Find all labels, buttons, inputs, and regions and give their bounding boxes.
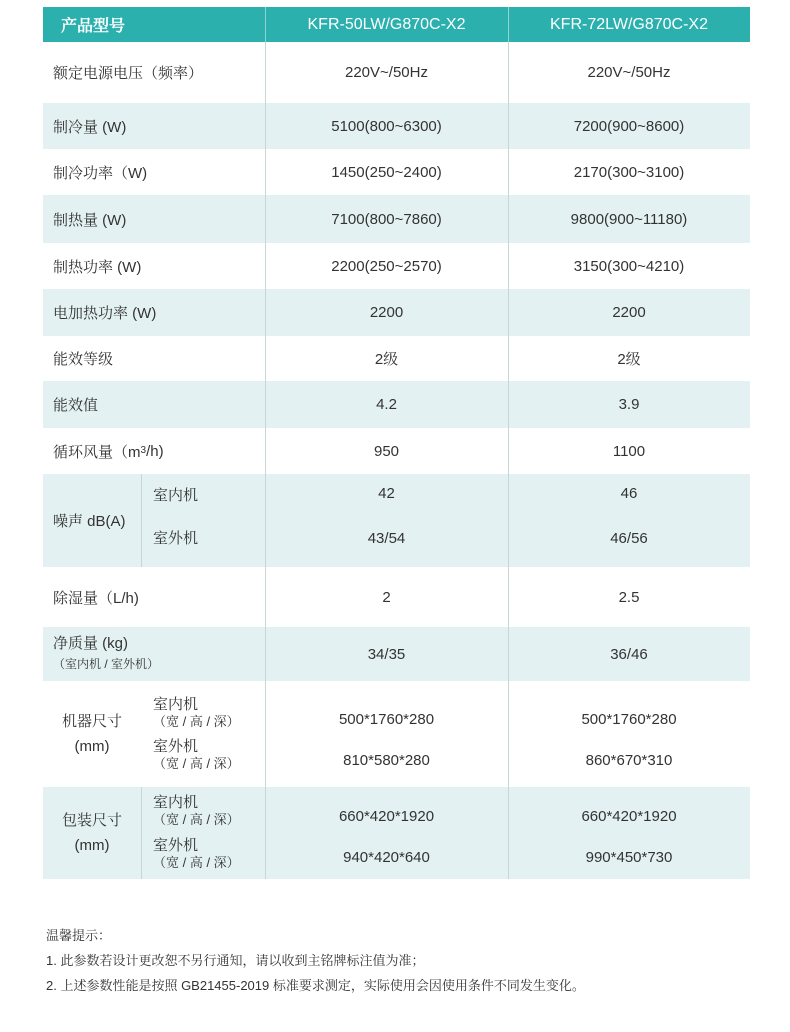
dehumidify-value-2: 2.5 bbox=[618, 588, 640, 606]
machine-size-indoor-value-1: 500*1760*280 bbox=[338, 711, 435, 728]
notes-line-2: 2. 上述参数性能是按照 GB21455-2019 标准要求测定，实际使用会因使用条件不同发生变化。 bbox=[46, 978, 585, 993]
heating-capacity-value-2: 9800(900~11180) bbox=[570, 210, 688, 228]
cooling-capacity-value-1: 5100(800~6300) bbox=[331, 117, 442, 135]
efficiency-value-value-1: 4.2 bbox=[376, 396, 397, 413]
noise-indoor-value-2: 46 bbox=[620, 485, 638, 502]
table-header bbox=[43, 7, 750, 42]
header-label: 产品型号 bbox=[61, 18, 126, 35]
efficiency-grade-value-1: 2级 bbox=[374, 351, 399, 368]
row-cooling-power bbox=[43, 149, 750, 195]
heating-capacity-value-1: 7100(800~7860) bbox=[331, 210, 442, 228]
voltage-label: 额定电源电压（频率） bbox=[53, 65, 204, 82]
efficiency-value-value-2: 3.9 bbox=[618, 396, 640, 413]
row-package-size bbox=[43, 787, 750, 879]
net-weight-label: 净质量 (kg) （室内机 / 室外机） bbox=[53, 635, 160, 671]
package-size-indoor-value-2: 660*420*1920 bbox=[581, 808, 677, 825]
row-efficiency-grade bbox=[43, 336, 750, 381]
cooling-capacity-value-2: 7200(900~8600) bbox=[573, 117, 685, 135]
electric-heating-value-1: 2200 bbox=[369, 304, 404, 321]
machine-size-indoor-label: 室内机 （宽 / 高 / 深） bbox=[153, 696, 240, 729]
cooling-power-value-1: 1450(250~2400) bbox=[331, 163, 442, 181]
net-weight-value-2: 36/46 bbox=[610, 645, 648, 663]
noise-indoor-value-1: 42 bbox=[378, 485, 395, 502]
efficiency-value-label: 能效值 bbox=[53, 397, 99, 414]
noise-outdoor-label: 室外机 bbox=[153, 530, 199, 547]
efficiency-grade-value-2: 2级 bbox=[617, 351, 641, 368]
heating-power-value-2: 3150(300~4210) bbox=[573, 257, 685, 275]
noise-indoor-label: 室内机 bbox=[153, 487, 199, 504]
voltage-value-2: 220V~/50Hz bbox=[587, 64, 671, 81]
noise-outdoor-value-2: 46/56 bbox=[610, 530, 648, 547]
row-heating-power bbox=[43, 243, 750, 289]
package-size-outdoor-value-2: 990*450*730 bbox=[585, 849, 673, 866]
row-voltage bbox=[43, 42, 750, 103]
package-size-label: 包装尺寸 (mm) bbox=[61, 812, 122, 854]
machine-size-outdoor-label: 室外机 （宽 / 高 / 深） bbox=[153, 738, 240, 771]
electric-heating-label: 电加热功率 (W) bbox=[53, 305, 157, 322]
dehumidify-value-1: 2 bbox=[382, 588, 391, 606]
noise-label: 噪声 dB(A) bbox=[53, 513, 126, 530]
row-cooling-capacity bbox=[43, 103, 750, 149]
electric-heating-value-2: 2200 bbox=[612, 304, 646, 321]
machine-size-outdoor-value-2: 860*670*310 bbox=[585, 752, 673, 769]
package-size-outdoor-label: 室外机 （宽 / 高 / 深） bbox=[153, 837, 240, 870]
row-efficiency-value bbox=[43, 381, 750, 428]
row-airflow bbox=[43, 428, 750, 474]
machine-size-outdoor-value-1: 810*580*280 bbox=[343, 752, 430, 769]
row-net-weight bbox=[43, 627, 750, 681]
header-model-1: KFR-50LW/G870C-X2 bbox=[307, 15, 466, 33]
heating-power-label: 制热功率 (W) bbox=[53, 258, 142, 276]
machine-size-label: 机器尺寸 (mm) bbox=[61, 713, 122, 755]
package-size-indoor-label: 室内机 （宽 / 高 / 深） bbox=[153, 794, 240, 827]
cooling-power-value-2: 2170(300~3100) bbox=[573, 163, 685, 181]
cooling-capacity-label: 制冷量 (W) bbox=[53, 118, 127, 136]
net-weight-value-1: 34/35 bbox=[367, 645, 406, 663]
machine-size-indoor-value-2: 500*1760*280 bbox=[581, 711, 677, 728]
heating-power-value-1: 2200(250~2570) bbox=[331, 257, 442, 275]
package-size-indoor-value-1: 660*420*1920 bbox=[338, 808, 435, 825]
efficiency-grade-label: 能效等级 bbox=[53, 351, 114, 368]
airflow-label: 循环风量（m 3 /h) bbox=[53, 442, 164, 461]
package-size-outdoor-value-1: 940*420*640 bbox=[343, 849, 430, 866]
heating-capacity-label: 制热量 (W) bbox=[53, 211, 127, 229]
row-electric-heating bbox=[43, 289, 750, 336]
voltage-value-1: 220V~/50Hz bbox=[345, 64, 428, 81]
notes bbox=[46, 923, 585, 998]
airflow-value-1: 950 bbox=[373, 442, 400, 460]
notes-title: 温馨提示： bbox=[46, 928, 112, 943]
row-dehumidify bbox=[43, 567, 750, 627]
noise-outdoor-value-1: 43/54 bbox=[367, 530, 406, 547]
row-heating-capacity bbox=[43, 195, 750, 243]
header-model-2: KFR-72LW/G870C-X2 bbox=[550, 15, 708, 33]
notes-line-1: 1. 此参数若设计更改恕不另行通知，请以收到主铭牌标注值为准； bbox=[46, 953, 425, 968]
dehumidify-label: 除湿量（L/h) bbox=[53, 589, 139, 607]
row-machine-size bbox=[43, 681, 750, 787]
cooling-power-label: 制冷功率（W) bbox=[53, 164, 148, 182]
spec-table bbox=[43, 7, 750, 879]
airflow-value-2: 1100 bbox=[612, 442, 646, 460]
row-noise bbox=[43, 474, 750, 567]
